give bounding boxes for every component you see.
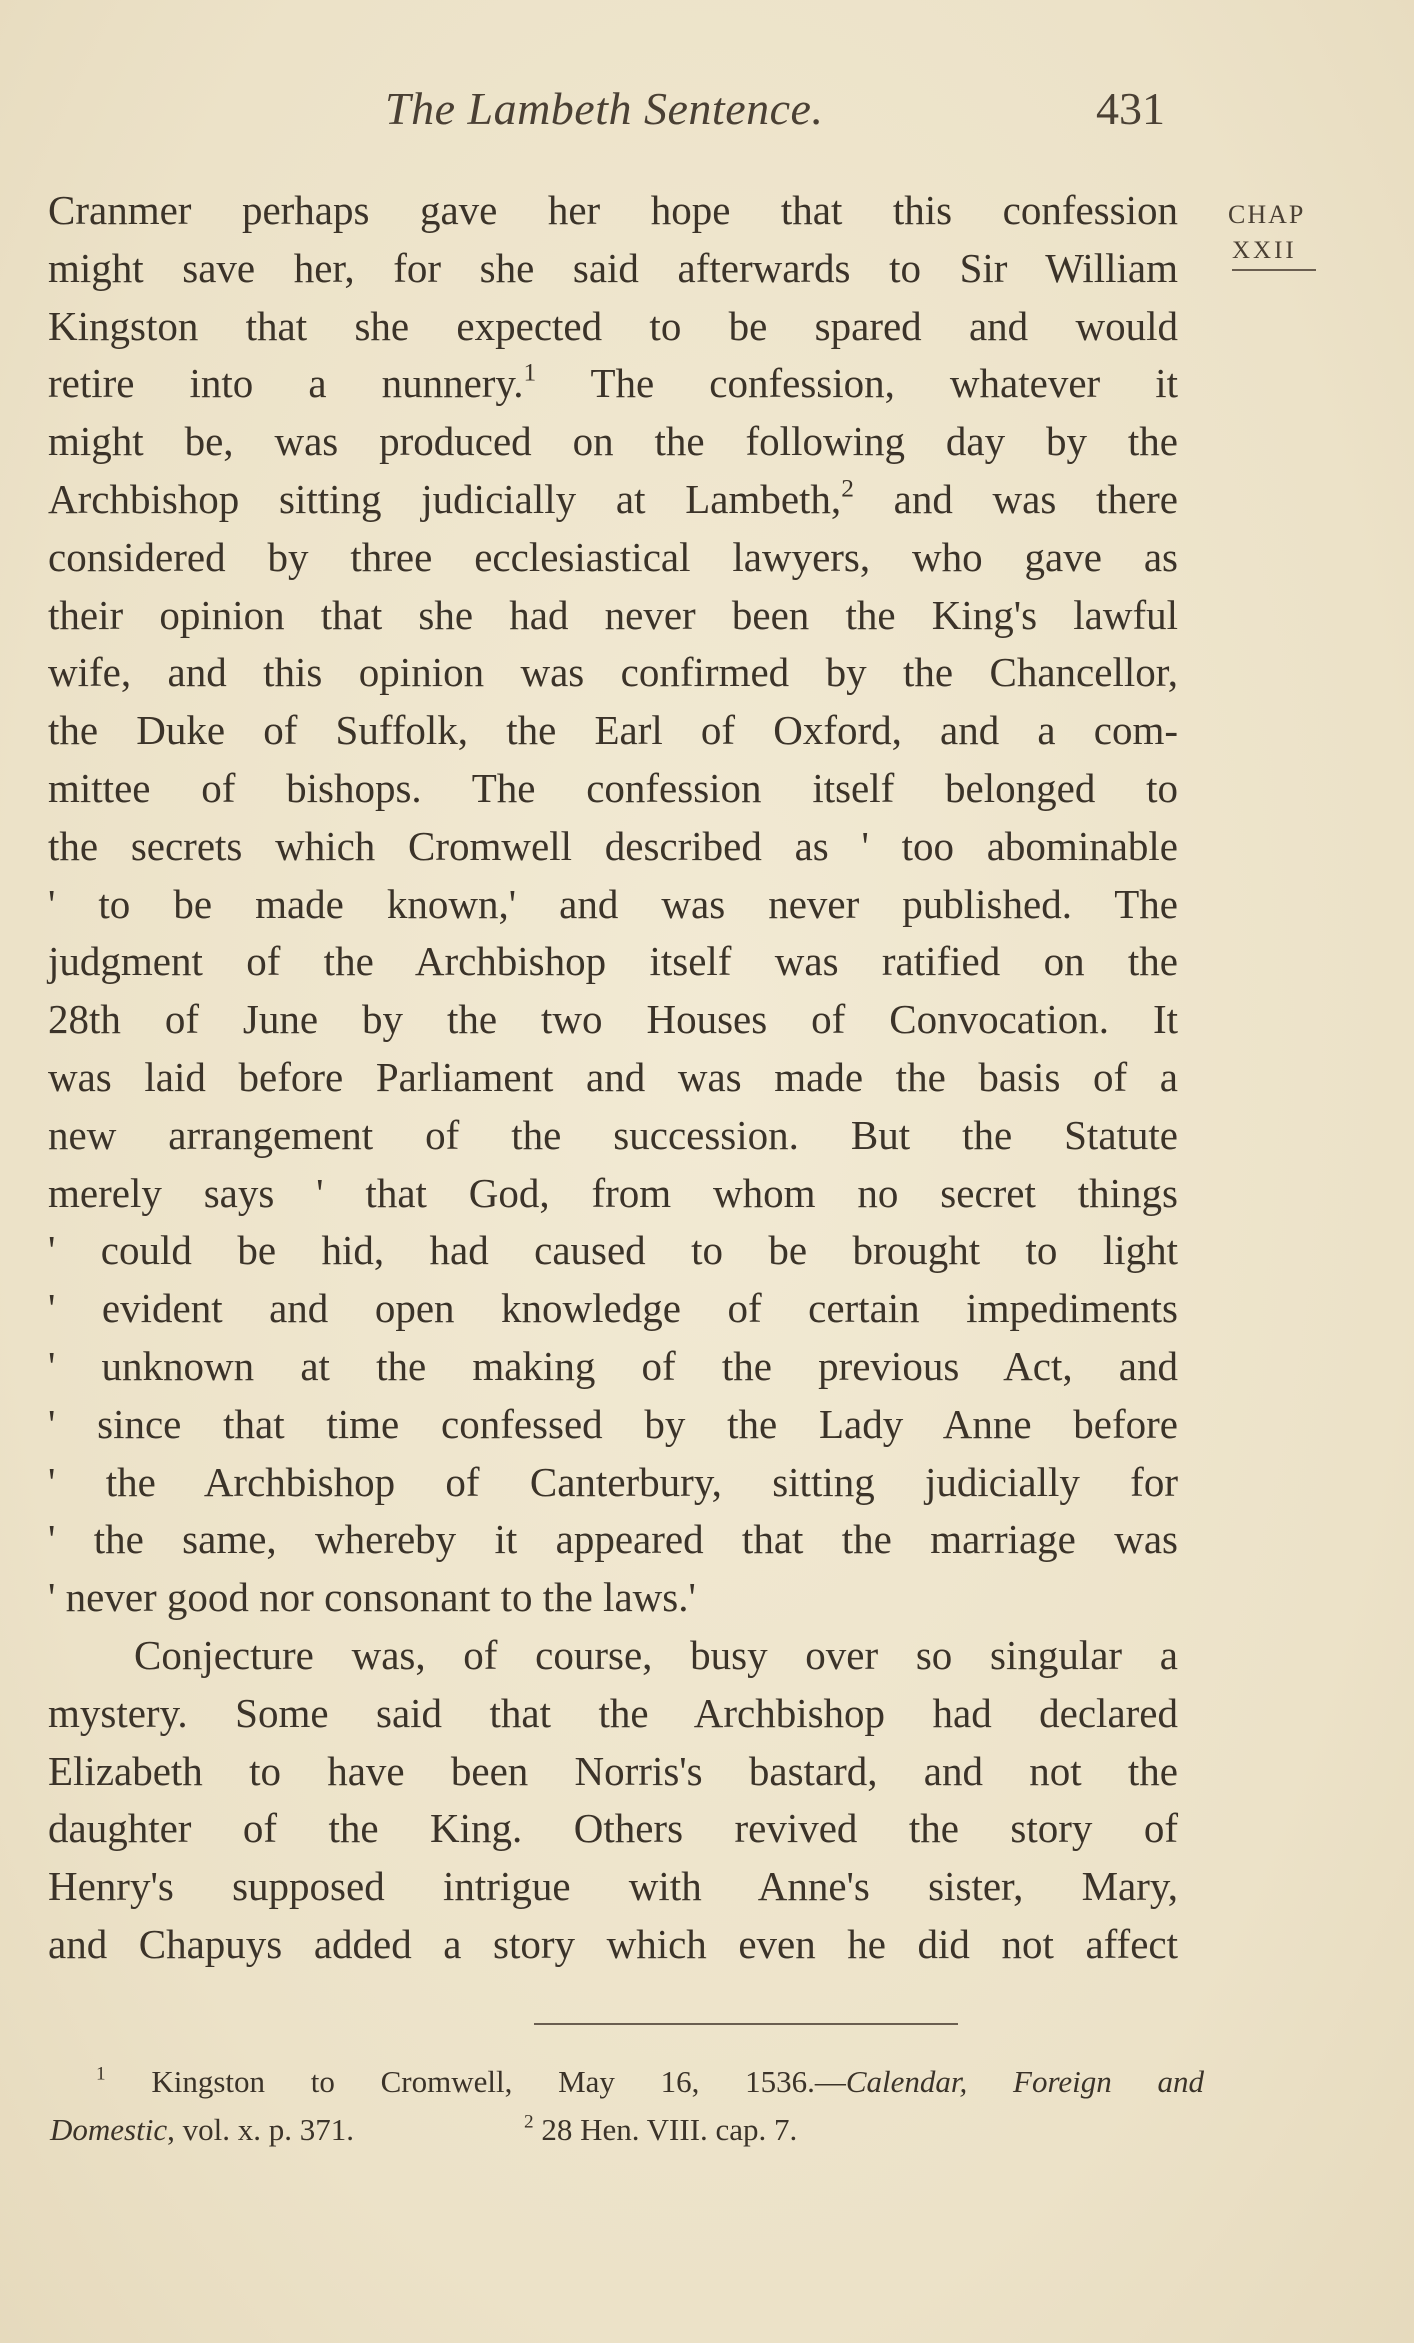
body-line: might save her, for she said afterwards to Sir William — [48, 244, 1178, 291]
page-number: 431 — [1096, 83, 1165, 134]
body-line: mystery. Some said that the Archbishop had declared — [48, 1689, 1178, 1736]
body-line: ' the Archbishop of Canterbury, sitting judicially for — [48, 1458, 1178, 1505]
body-line: ' never good nor consonant to the laws.' — [48, 1574, 696, 1621]
body-line: ' to be made known,' and was never published. The — [48, 880, 1178, 927]
body-line-text: Archbishop sitting judicially at Lambeth, — [48, 475, 842, 522]
footnote-italic: Domestic — [50, 2112, 168, 2147]
body-line: mittee of bishops. The confession itself belonged to — [48, 764, 1178, 811]
body-line: new arrangement of the succession. But the Statute — [48, 1111, 1178, 1158]
body-line: 28th of June by the two Houses of Convocation. It — [48, 996, 1178, 1043]
body-line: Cranmer perhaps gave her hope that this confession — [48, 187, 1178, 233]
body-line: might be, was produced on the following day by the — [48, 418, 1178, 465]
footnote-text: Kingston to Cromwell, May 16, 1536.— — [105, 2064, 846, 2099]
body-line: ' unknown at the making of the previous Act, and — [48, 1342, 1178, 1389]
margin-chap-label: CHAP — [1228, 200, 1306, 229]
margin-chap-number: XXII — [1232, 237, 1316, 271]
footnote-ref: 1 — [523, 358, 537, 387]
body-line: the secrets which Cromwell described as ' too abominable — [48, 822, 1178, 869]
body-line-text: The confession, whatever it — [536, 360, 1178, 407]
footnote-text: , vol. x. p. 371. — [167, 2112, 354, 2147]
footnote-mark: 2 — [523, 2111, 534, 2133]
footnote-1 — [50, 2058, 1204, 2106]
body-line — [48, 355, 1178, 413]
body-line — [48, 471, 1178, 529]
body-line: and Chapuys added a story which even he did not affect — [48, 1920, 1178, 1967]
running-title: The Lambeth Sentence. — [385, 83, 824, 134]
footnote-ref: 2 — [841, 474, 854, 503]
footnote-2-text: 28 Hen. VIII. cap. 7. — [533, 2112, 798, 2147]
footnote-1-continued — [50, 2106, 1200, 2154]
body-line: ' could be hid, had caused to be brought to light — [48, 1227, 1178, 1274]
body-line: Henry's supposed intrigue with Anne's sister, Mary, — [48, 1863, 1178, 1910]
body-line-text: and was there — [853, 475, 1178, 522]
body-line: Kingston that she expected to be spared and would — [48, 302, 1178, 349]
body-line: daughter of the King. Others revived the story of — [48, 1805, 1178, 1852]
body-line: judgment of the Archbishop itself was ratified on the — [48, 938, 1178, 985]
footnotes — [50, 2058, 1204, 2154]
body-line-text: retire into a nunnery. — [48, 360, 524, 407]
body-line: Elizabeth to have been Norris's bastard, and not the — [48, 1747, 1178, 1794]
body-line: ' evident and open knowledge of certain impediments — [48, 1285, 1178, 1332]
body-line: was laid before Parliament and was made the basis of a — [48, 1053, 1178, 1100]
body-line: considered by three ecclesiastical lawyers, who gave as — [48, 533, 1178, 580]
body-line: ' since that time confessed by the Lady Anne before — [48, 1400, 1178, 1447]
body-line: ' the same, whereby it appeared that the marriage was — [48, 1516, 1178, 1563]
footnote-italic: Calendar, Foreign and — [845, 2064, 1204, 2099]
footnote-divider — [534, 2023, 958, 2025]
body-line: merely says ' that God, from whom no secret things — [48, 1169, 1178, 1216]
footnote-mark: 1 — [96, 2063, 106, 2085]
body-line: wife, and this opinion was confirmed by the Chancellor, — [48, 649, 1178, 696]
body-text — [48, 182, 1178, 1974]
body-line: the Duke of Suffolk, the Earl of Oxford, and a com- — [48, 707, 1178, 754]
body-line: Conjecture was, of course, busy over so singular a — [134, 1631, 1178, 1678]
body-line: their opinion that she had never been the King's lawful — [48, 591, 1178, 638]
